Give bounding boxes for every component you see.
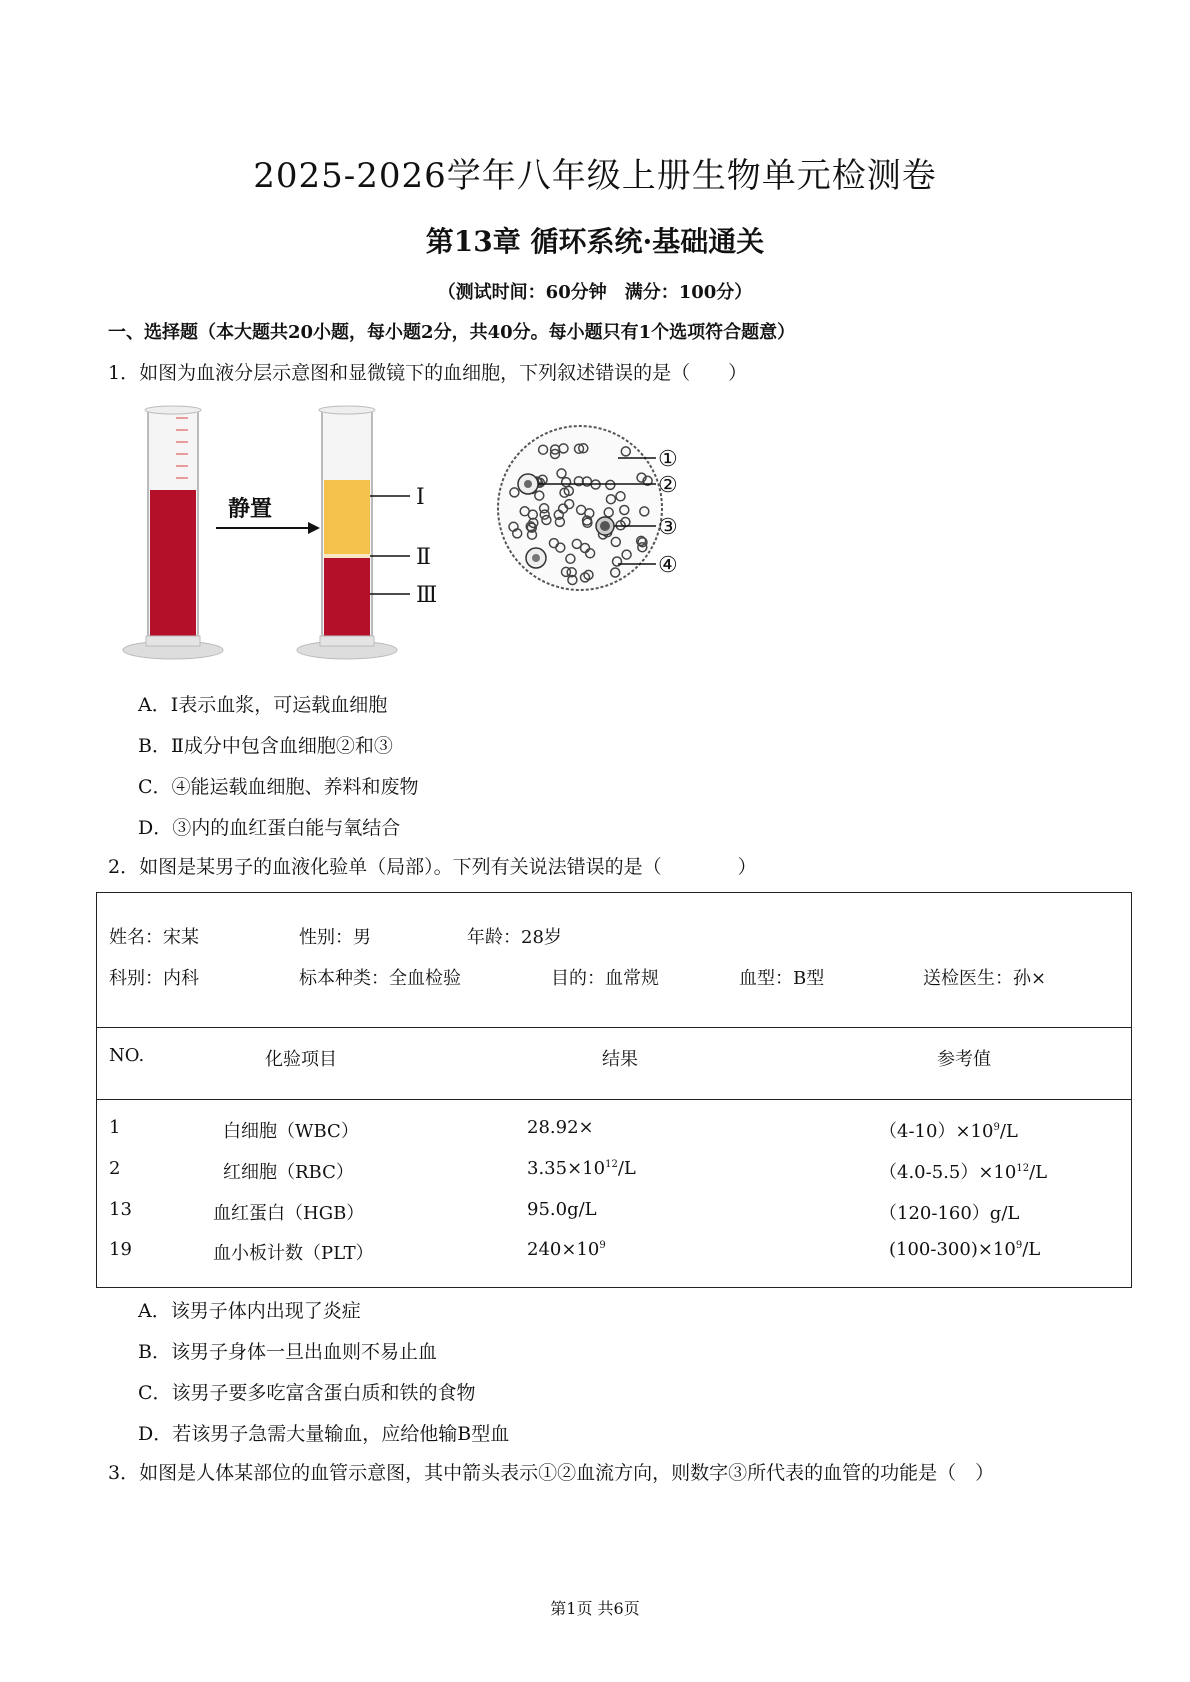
page-footer: 第1页 共6页: [550, 1599, 640, 1618]
row-1-item: 白细胞（WBC）: [223, 1121, 359, 1142]
question-1-stem: 1．如图为血液分层示意图和显微镜下的血细胞，下列叙述错误的是（ ）: [108, 362, 748, 384]
test-purpose: 目的：血常规: [551, 968, 659, 989]
q2-option-a[interactable]: A．该男子体内出现了炎症: [138, 1300, 361, 1322]
row-2-result: $3.35\times 10^{12}/L$: [527, 1158, 636, 1179]
layer-label-1: Ⅰ: [416, 485, 425, 510]
q1-option-d[interactable]: D．③内的血红蛋白能与氧结合: [138, 817, 401, 839]
col-header-item: 化验项目: [265, 1049, 337, 1070]
blood-type: 血型：B型: [739, 968, 825, 989]
q1-option-a[interactable]: A．Ⅰ表示血浆，可运载血细胞: [138, 694, 388, 716]
q2-option-d[interactable]: D．若该男子急需大量输血，应给他输B型血: [138, 1423, 510, 1445]
cell-label-3: ③: [658, 515, 678, 540]
exam-meta: （测试时间：60分钟 满分：100分）: [437, 282, 753, 303]
col-header-ref: 参考值: [937, 1049, 991, 1070]
row-4-ref: $(100-300)\times 10^9/L$: [889, 1239, 1041, 1260]
blood-test-report: [96, 892, 1132, 1288]
microscope-view: [498, 426, 662, 590]
section-heading: 一、选择题（本大题共20小题，每小题2分，共40分。每小题只有1个选项符合题意）: [108, 322, 796, 343]
cell-label-4: ④: [658, 553, 678, 578]
col-header-no: NO.: [109, 1045, 145, 1066]
row-4-item: 血小板计数（PLT）: [213, 1243, 374, 1264]
col-header-result: 结果: [602, 1049, 638, 1070]
row-4-result: $240\times 10^9$: [527, 1239, 606, 1260]
settle-label: 静置: [228, 497, 273, 522]
row-2-no: 2: [109, 1158, 121, 1179]
q2-option-b[interactable]: B．该男子身体一旦出血则不易止血: [138, 1341, 437, 1363]
blood-figure: [118, 398, 718, 668]
row-2-item: 红细胞（RBC）: [223, 1162, 354, 1183]
department: 科别：内科: [109, 968, 199, 989]
row-3-ref: （120-160）g/L: [879, 1203, 1020, 1224]
layer-label-3: Ⅲ: [416, 583, 438, 608]
specimen-type: 标本种类：全血检验: [299, 968, 461, 989]
report-divider-1: [97, 1027, 1131, 1028]
q2-option-c[interactable]: C．该男子要多吃富含蛋白质和铁的食物: [138, 1382, 476, 1404]
row-3-result: 95.0g/L: [527, 1199, 597, 1220]
cell-label-1: ①: [658, 447, 678, 472]
exam-title: 2025-2026学年八年级上册生物单元检测卷: [253, 156, 937, 196]
row-1-ref: $(4-10)\times 10^9/L$: [879, 1121, 1018, 1142]
row-4-no: 19: [109, 1239, 132, 1260]
row-3-item: 血红蛋白（HGB）: [213, 1203, 365, 1224]
question-2-stem: 2．如图是某男子的血液化验单（局部）。下列有关说法错误的是（ ）: [108, 856, 757, 878]
chapter-subtitle: 第13章 循环系统·基础通关: [425, 225, 765, 258]
cell-label-2: ②: [658, 473, 678, 498]
patient-age: 年龄：28岁: [467, 927, 562, 948]
cylinder-unsettled: [123, 406, 223, 659]
q1-option-b[interactable]: B．Ⅱ成分中包含血细胞②和③: [138, 735, 393, 757]
layer-label-2: Ⅱ: [416, 545, 431, 570]
question-3-stem: 3．如图是人体某部位的血管示意图，其中箭头表示①②血流方向，则数字③所代表的血管的功能是（ ）: [108, 1462, 995, 1484]
cylinder-settled: [297, 406, 410, 659]
patient-name: 姓名：宋某: [109, 927, 199, 948]
row-2-ref: $(4.0-5.5)\times 10^{12}/L$: [879, 1162, 1048, 1183]
report-divider-2: [97, 1099, 1131, 1100]
row-1-result: 28.92×: [527, 1117, 594, 1138]
row-3-no: 13: [109, 1199, 132, 1220]
q1-option-c[interactable]: C．④能运载血细胞、养料和废物: [138, 776, 419, 798]
patient-sex: 性别：男: [299, 927, 371, 948]
doctor: 送检医生：孙×: [923, 968, 1047, 989]
row-1-no: 1: [109, 1117, 121, 1138]
settle-arrow: [216, 522, 320, 534]
